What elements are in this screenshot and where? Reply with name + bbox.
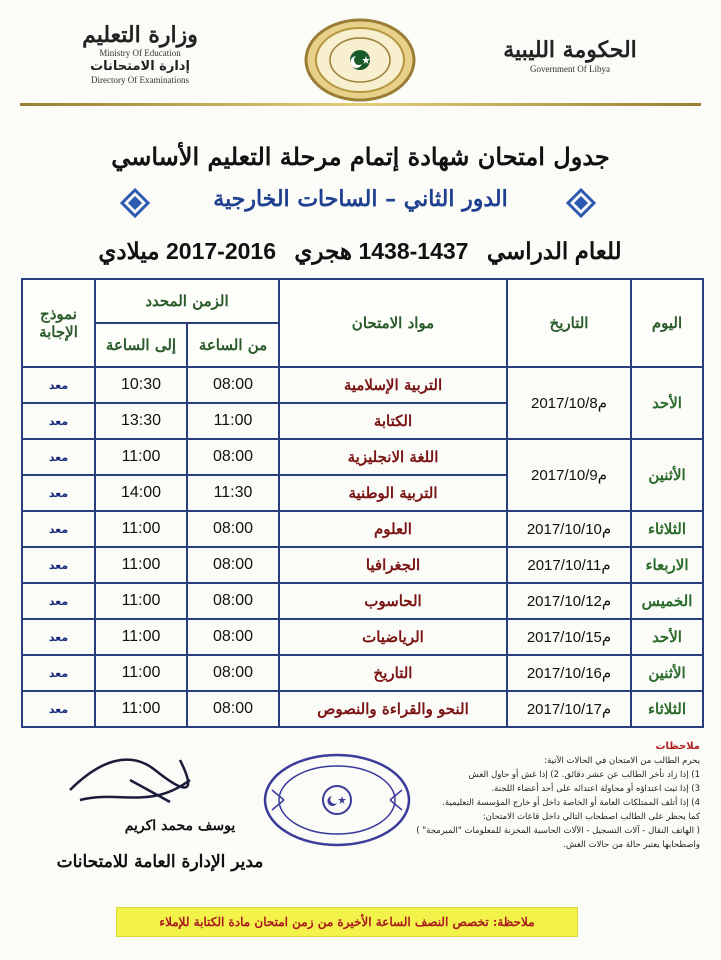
cell-day: الخميس: [631, 583, 703, 619]
cell-from: 08:00: [187, 439, 279, 475]
notes-forbidden-note: واصطحابها يعتبر حالة من حالات الغش.: [563, 840, 700, 850]
col-header-date: التاريخ: [507, 279, 631, 367]
signatory-title: مدير الإدارة العامة للامتحانات: [56, 852, 264, 872]
academic-year-label: للعام الدراسي: [486, 238, 622, 264]
notes-item: 1) إذا زاد تأخر الطالب عن عشر دقائق. 2) إذا غش أو حاول الغش: [468, 770, 700, 780]
cell-subject: الجغرافيا: [279, 547, 507, 583]
cell-answer: معد: [22, 367, 95, 403]
col-header-to: إلى الساعة: [95, 323, 187, 367]
cell-subject: العلوم: [279, 511, 507, 547]
cell-day: الأحد: [631, 367, 703, 439]
cell-from: 08:00: [187, 511, 279, 547]
col-header-day: اليوم: [631, 279, 703, 367]
table-row: [22, 367, 703, 403]
cell-from: 08:00: [187, 367, 279, 403]
notes-intro: يحرم الطالب من الامتحان في الحالات الآتية:: [544, 756, 700, 766]
cell-answer: معد: [22, 403, 95, 439]
cell-to: 11:00: [95, 655, 187, 691]
notes-item: 3) إذا ثبت اعتداؤه أو محاولة اعتدائه على أحد أعضاء اللجنة.: [491, 784, 700, 794]
cell-answer: معد: [22, 619, 95, 655]
cell-to: 10:30: [95, 367, 187, 403]
ministry-name-ar: وزارة التعليم: [82, 22, 198, 48]
cell-from: 11:30: [187, 475, 279, 511]
cell-from: 08:00: [187, 619, 279, 655]
page-title: جدول امتحان شهادة إتمام مرحلة التعليم الأساسي: [111, 142, 610, 171]
page-subtitle: الدور الثاني – الساحات الخارجية: [213, 186, 508, 212]
directorate-name-ar: إدارة الامتحانات: [90, 59, 190, 74]
cell-from: 08:00: [187, 691, 279, 727]
cell-day: الأحد: [631, 619, 703, 655]
signature-scribble-icon: [60, 740, 210, 820]
libya-emblem-seal-icon: [304, 18, 416, 102]
cell-date: 2017/10/17م: [507, 691, 631, 727]
government-name-en: Government Of Libya: [530, 64, 610, 74]
table-row: [22, 511, 703, 547]
cell-date: 2017/10/10م: [507, 511, 631, 547]
academic-year-gregorian: 2016-2017 ميلادي: [98, 238, 276, 264]
cell-subject: التاريخ: [279, 655, 507, 691]
arabesque-ornament-icon: [566, 188, 596, 218]
cell-to: 11:00: [95, 619, 187, 655]
cell-day: الاربعاء: [631, 547, 703, 583]
ministry-block: [40, 22, 240, 86]
footnote-highlight: ملاحظة: تخصص النصف الساعة الأخيرة من زمن امتحان مادة الكتابة للإملاء: [116, 907, 578, 937]
cell-subject: التربية الإسلامية: [279, 367, 507, 403]
cell-day: الأثنين: [631, 655, 703, 691]
document-header: [0, 0, 721, 112]
cell-answer: معد: [22, 655, 95, 691]
table-row: [22, 547, 703, 583]
exam-schedule-table: [21, 278, 704, 728]
cell-from: 08:00: [187, 655, 279, 691]
cell-date: 2017/10/8م: [507, 367, 631, 439]
header-divider: [20, 103, 701, 106]
notes-item: 4) إذا أتلف الممتلكات العامة أو الخاصة داخل أو خارج المؤسسة التعليمية.: [442, 798, 700, 808]
cell-date: 2017/10/15م: [507, 619, 631, 655]
government-block: [470, 36, 670, 75]
table-row: [22, 691, 703, 727]
cell-date: 2017/10/9م: [507, 439, 631, 511]
cell-date: 2017/10/16م: [507, 655, 631, 691]
cell-to: 14:00: [95, 475, 187, 511]
notes-forbidden-intro: كما يحظر على الطالب اصطحاب التالي داخل قاعات الامتحان:: [482, 812, 700, 822]
table-row: [22, 655, 703, 691]
table-row: [22, 439, 703, 475]
table-row: [22, 619, 703, 655]
cell-date: 2017/10/12م: [507, 583, 631, 619]
directorate-name-en: Directory Of Examinations: [91, 75, 189, 85]
cell-answer: معد: [22, 439, 95, 475]
cell-subject: اللغة الانجليزية: [279, 439, 507, 475]
notes-forbidden-list: ( الهاتف النقال - آلات التسجيل - الآلات الحاسبة المخزنة للمعلومات "المبرمجة" ): [416, 826, 700, 836]
cell-subject: الكتابة: [279, 403, 507, 439]
cell-subject: التربية الوطنية: [279, 475, 507, 511]
cell-answer: معد: [22, 511, 95, 547]
cell-subject: الرياضيات: [279, 619, 507, 655]
cell-from: 08:00: [187, 583, 279, 619]
col-header-time-group: الزمن المحدد: [95, 279, 279, 323]
table-row: [22, 583, 703, 619]
notes-block: [400, 740, 700, 852]
col-header-from: من الساعة: [187, 323, 279, 367]
cell-subject: الحاسوب: [279, 583, 507, 619]
official-round-stamp-icon: [262, 752, 412, 848]
ministry-name-en: Ministry Of Education: [99, 48, 181, 58]
cell-to: 11:00: [95, 547, 187, 583]
signatory-name: يوسف محمد اكريم: [124, 818, 236, 834]
cell-to: 11:00: [95, 439, 187, 475]
cell-to: 11:00: [95, 691, 187, 727]
col-header-subject: مواد الامتحان: [279, 279, 507, 367]
cell-answer: معد: [22, 691, 95, 727]
col-header-answer-model: نموذج الإجابة: [22, 279, 95, 367]
cell-subject: النحو والقراءة والنصوص: [279, 691, 507, 727]
cell-day: الثلاثاء: [631, 691, 703, 727]
academic-year: [60, 238, 660, 265]
cell-to: 11:00: [95, 583, 187, 619]
cell-date: 2017/10/11م: [507, 547, 631, 583]
cell-to: 11:00: [95, 511, 187, 547]
cell-from: 08:00: [187, 547, 279, 583]
government-name-ar: الحكومة الليبية: [503, 37, 637, 63]
cell-day: الأثنين: [631, 439, 703, 511]
cell-day: الثلاثاء: [631, 511, 703, 547]
cell-to: 13:30: [95, 403, 187, 439]
notes-heading: ملاحظات: [655, 741, 700, 752]
academic-year-hijri: 1437-1438 هجري: [294, 238, 469, 264]
cell-answer: معد: [22, 475, 95, 511]
cell-answer: معد: [22, 547, 95, 583]
cell-from: 11:00: [187, 403, 279, 439]
cell-answer: معد: [22, 583, 95, 619]
